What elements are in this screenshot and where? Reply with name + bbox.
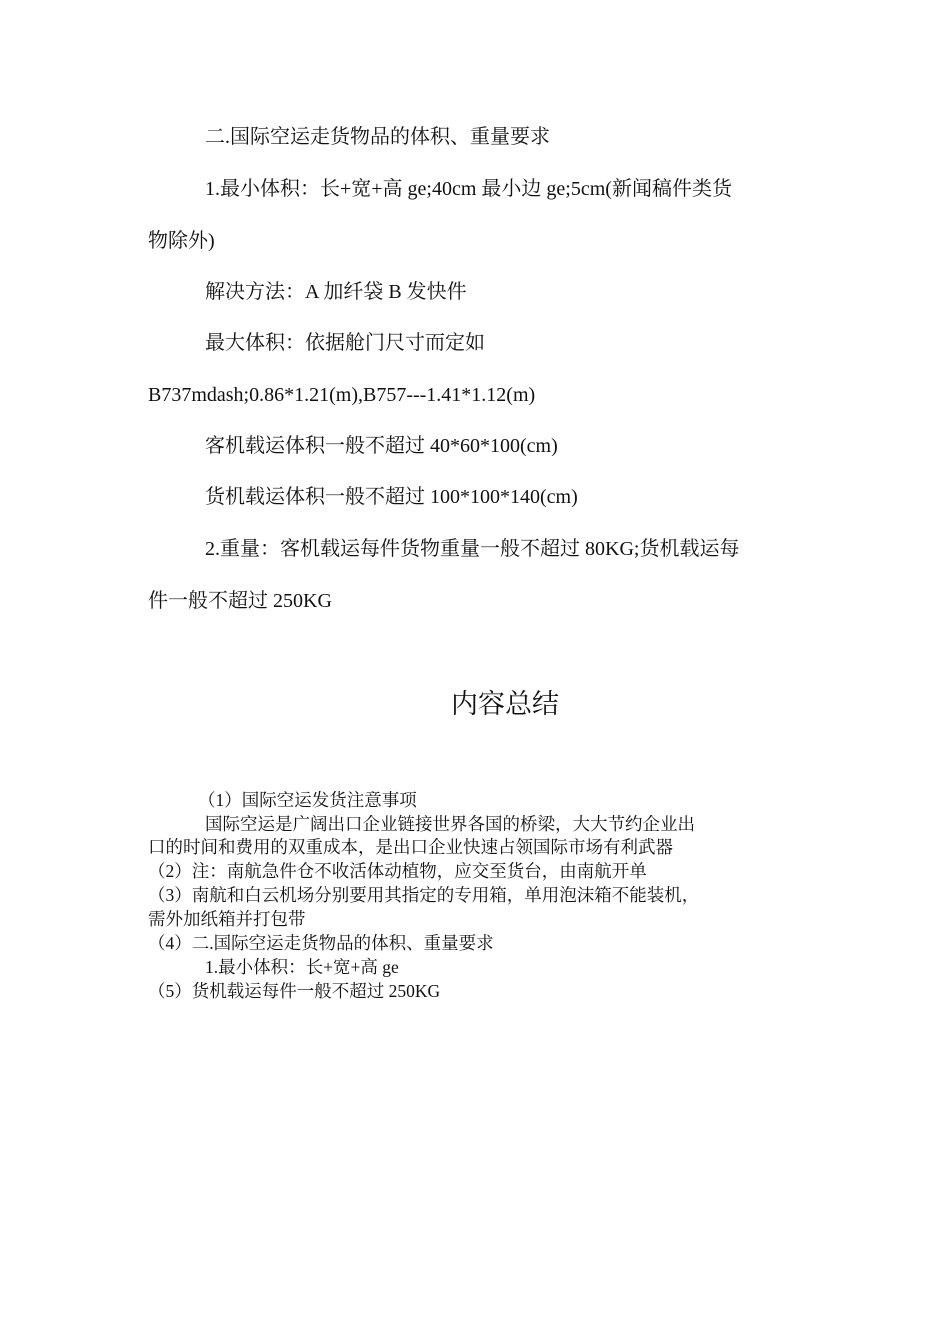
section-title: 二.国际空运走货物品的体积、重量要求 [205, 126, 550, 148]
cargo-volume-line: 货机载运体积一般不超过 100*100*140(cm) [205, 486, 578, 508]
summary-line-1: （1）国际空运发货注意事项 [198, 790, 417, 810]
summary-line-7: （4）二.国际空运走货物品的体积、重量要求 [148, 933, 494, 953]
summary-line-9: （5）货机载运每件一般不超过 250KG [148, 981, 441, 1001]
summary-heading: 内容总结 [451, 689, 559, 720]
weight-line-2: 件一般不超过 250KG [148, 590, 332, 612]
summary-line-2: 国际空运是广阔出口企业链接世界各国的桥梁，大大节约企业出 [205, 814, 695, 834]
max-volume-line-1: 最大体积：依据舱门尺寸而定如 [205, 332, 485, 354]
summary-line-6: 需外加纸箱并打包带 [148, 909, 306, 929]
summary-line-4: （2）注：南航急件仓不收活体动植物，应交至货台，由南航开单 [148, 861, 647, 881]
summary-line-3: 口的时间和费用的双重成本，是出口企业快速占领国际市场有利武器 [148, 837, 673, 857]
weight-line-1: 2.重量：客机载运每件货物重量一般不超过 80KG;货机载运每 [205, 538, 740, 560]
passenger-volume-line: 客机载运体积一般不超过 40*60*100(cm) [205, 435, 558, 457]
min-volume-line-2: 物除外) [148, 230, 215, 252]
summary-line-8: 1.最小体积：长+宽+高 ge [205, 957, 399, 977]
max-volume-line-2: B737mdash;0.86*1.21(m),B757---1.41*1.12(m) [148, 384, 536, 406]
summary-line-5: （3）南航和白云机场分别要用其指定的专用箱，单用泡沫箱不能装机， [148, 885, 700, 905]
min-volume-line-1: 1.最小体积：长+宽+高 ge;40cm 最小边 ge;5cm(新闻稿件类货 [205, 178, 732, 200]
solution-line: 解决方法：A 加纤袋 B 发快件 [205, 281, 467, 303]
